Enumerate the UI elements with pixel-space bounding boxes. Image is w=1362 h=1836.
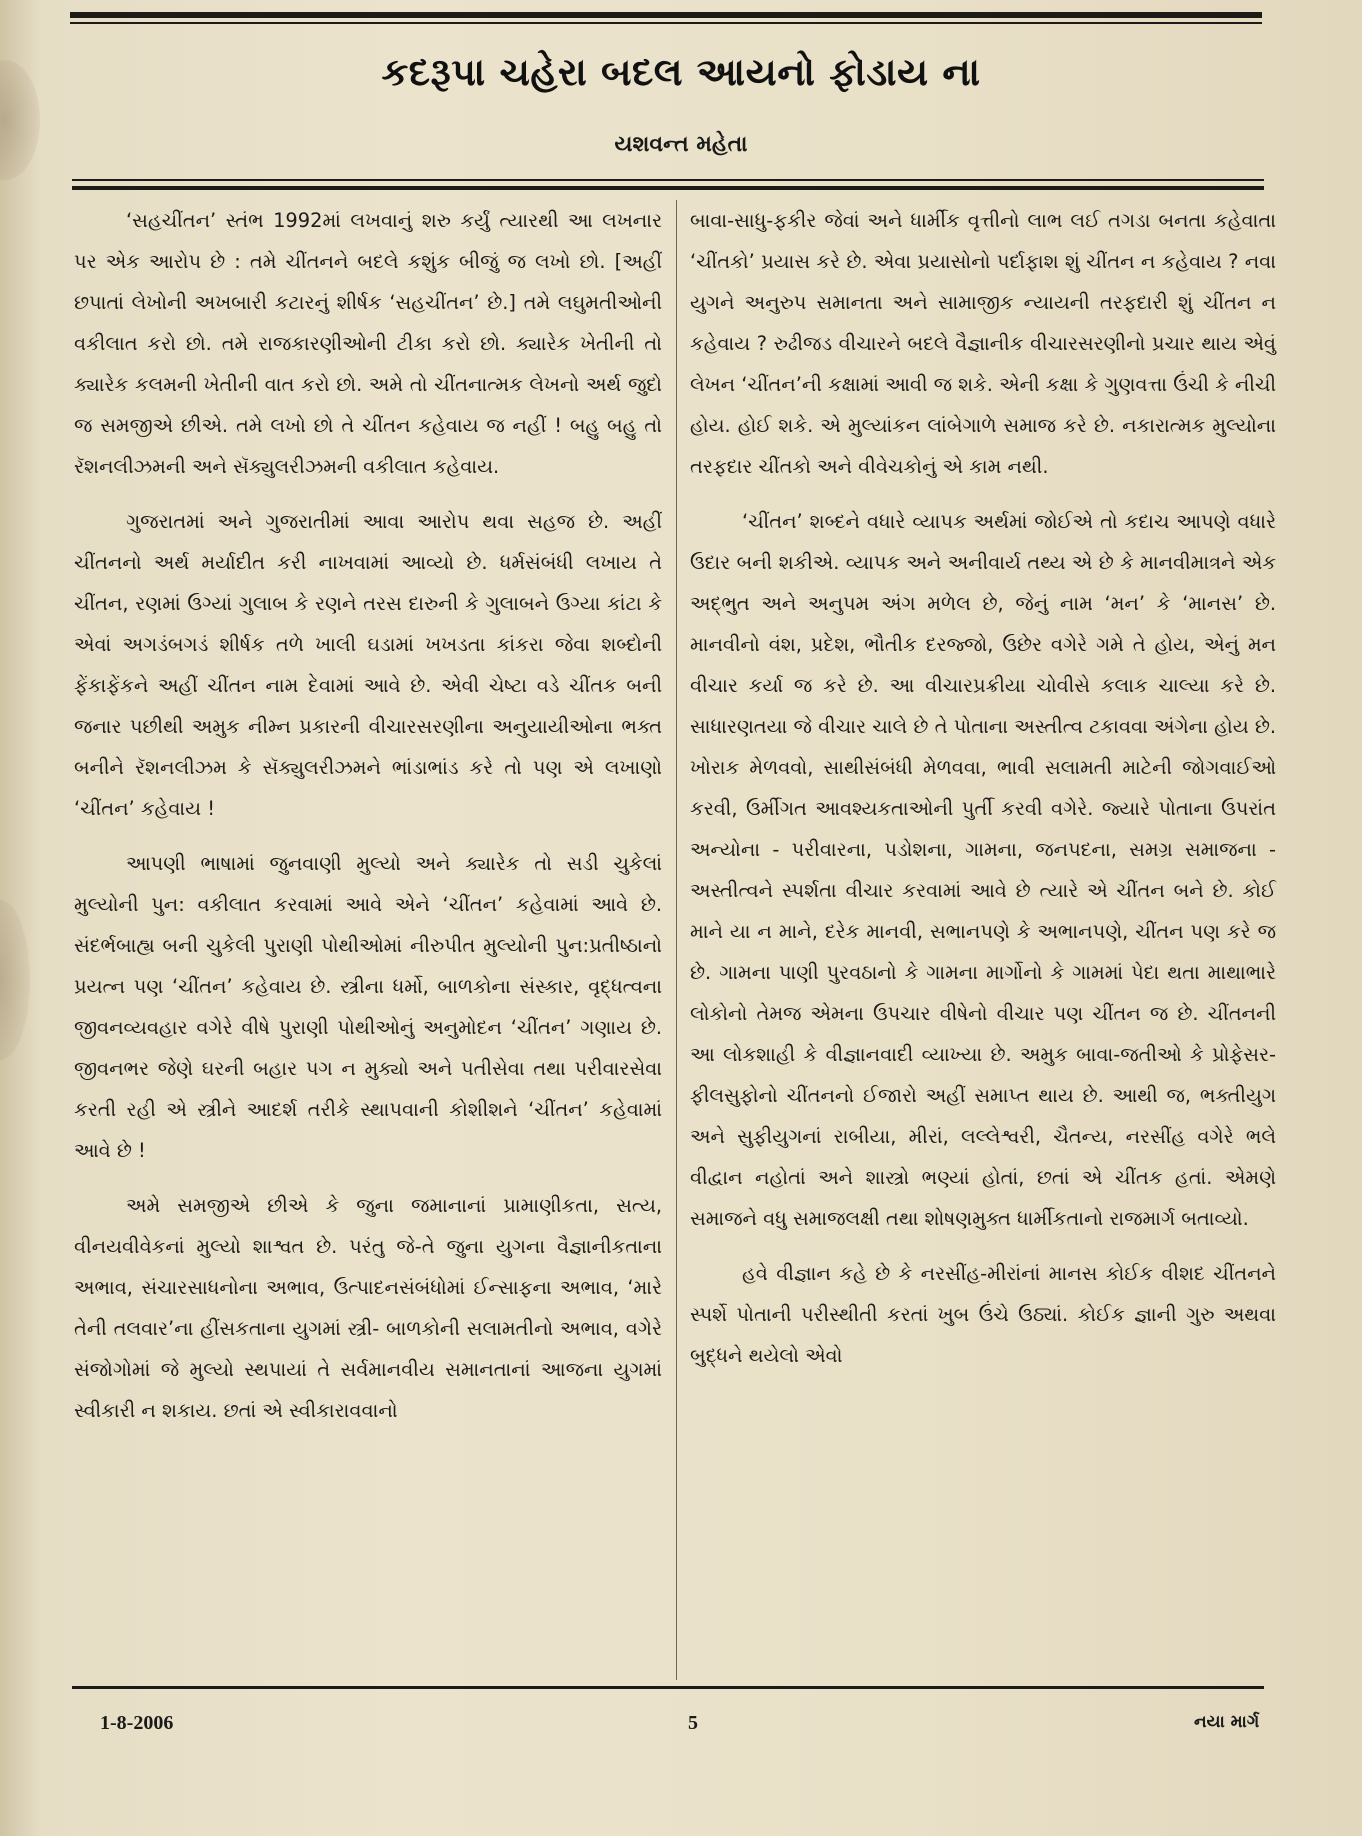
paper-stain bbox=[0, 900, 30, 1060]
issue-date: 1-8-2006 bbox=[100, 1712, 174, 1734]
paragraph: અમે સમજીએ છીએ કે જુના જમાનાનાં પ્રામાણીકતા, સત્ય, વીનયવીવેકનાં મુલ્યો શાશ્વત છે. પરંતુ જે-તે જુના યુગના વૈજ્ઞાનીકતાના અભાવ, સંચારસાધનોના અભાવ, ઉત્પાદનસંબંધોમાં ઈન્સાફના અભાવ, ‘મારે તેની તલવાર’ના હીંસકતાના યુગમાં સ્ત્રી- બાળકોની સલામતીનો અભાવ, વગેરે સંજોગોમાં જે મુલ્યો સ્થપાયાં તે સર્વમાનવીય સમાનતાનાં આજના યુગમાં સ્વીકારી ન શકાય. છતાં એ સ્વીકારાવવાનો bbox=[74, 1194, 662, 1422]
right-column bbox=[690, 200, 1276, 1390]
article-title: કદરૂપા ચહેરા બદલ આયનો ફોડાય ના bbox=[381, 50, 981, 94]
paragraph: ગુજરાતમાં અને ગુજરાતીમાં આવા આરોપ થવા સહજ છે. અહીં ચીંતનનો અર્થ મર્યાદીત કરી નાખવામાં આવ્યો છે. ધર્મસંબંધી લખાય તે ચીંતન, રણમાં ઉગ્યાં ગુલાબ કે રણને તરસ દારુની કે ગુલાબને ઉગ્યા કાંટા કે એવાં અગડંબગડં શીર્ષક તળે ખાલી ઘડામાં ખખડતા કાંકરા જેવા શબ્દોની ફેંકાફેંકને અહીં ચીંતન નામ દેવામાં આવે છે. એવી ચેષ્ટા વડે ચીંતક બની જનાર પછીથી અમુક નીમ્ન પ્રકારની વીચારસરણીના અનુયાયીઓના ભક્ત બનીને રૅશનલીઝમ કે સૅક્યુલરીઝમને ભાંડાભાંડ કરે તો પણ એ લખાણો ‘ચીંતન’ કહેવાય ! bbox=[74, 510, 662, 820]
publication-name: નયા માર્ગ bbox=[1194, 1712, 1260, 1732]
paragraph: ‘સહચીંતન’ સ્તંભ 1992માં લખવાનું શરુ કર્યું ત્યારથી આ લખનાર પર એક આરોપ છે : તમે ચીંતનને બદલે કશુંક બીજું જ લખો છો. [અહીં છપાતાં લેખોની અખબારી કટારનું શીર્ષક ‘સહચીંતન’ છે.] તમે લઘુમતીઓની વકીલાત કરો છો. તમે રાજકારણીઓની ટીકા કરો છો. ક્યારેક ખેતીની તો ક્યારેક કલમની ખેતીની વાત કરો છો. અમે તો ચીંતનાત્મક લેખનો અર્થ જુદો જ સમજીએ છીએ. તમે લખો છો તે ચીંતન કહેવાય જ નહીં ! બહુ બહુ તો રૅશનલીઝમની અને સૅક્યુલરીઝમની વકીલાત કહેવાય. bbox=[74, 209, 662, 478]
paragraph: ‘ચીંતન’ શબ્દને વધારે વ્યાપક અર્થમાં જોઈએ તો કદાચ આપણે વધારે ઉદાર બની શકીએ. વ્યાપક અને અનીવાર્ય તથ્ય એ છે કે માનવીમાત્રને એક અદ્ભુત અને અનુપમ અંગ મળેલ છે, જેનું નામ ‘મન’ કે ‘માનસ’ છે. માનવીનો વંશ, પ્રદેશ, ભૌતીક દરજ્જો, ઉછેર વગેરે ગમે તે હોય, એનું મન વીચાર કર્યા જ કરે છે. આ વીચારપ્રક્રીયા ચોવીસે કલાક ચાલ્યા કરે છે. સાધારણતયા જે વીચાર ચાલે છે તે પોતાના અસ્તીત્વ ટકાવવા અંગેના હોય છે. ખોરાક મેળવવો, સાથીસંબંધી મેળવવા, ભાવી સલામતી માટેની જોગવાઈઓ કરવી, ઉર્મીગત આવશ્યકતાઓની પુર્તી કરવી વગેરે. જ્યારે પોતાના ઉપરાંત અન્યોના - પરીવારના, પડોશના, ગામના, જનપદના, સમગ્ર સમાજના - અસ્તીત્વને સ્પર્શતા વીચાર કરવામાં આવે છે ત્યારે એ ચીંતન બને છે. કોઈ માને યા ન માને, દરેક માનવી, સભાનપણે કે અભાનપણે, ચીંતન પણ કરે જ છે. ગામના પાણી પુરવઠાનો કે ગામના માર્ગોનો કે ગામમાં પેદા થતા માથાભારે લોકોનો તેમજ એમના ઉપચાર વીષેનો વીચાર પણ ચીંતન જ છે. ચીંતનની આ લોકશાહી કે વીજ્ઞાનવાદી વ્યાખ્યા છે. અમુક બાવા-જતીઓ કે પ્રોફેસર-ફીલસુફોનો ચીંતનનો ઈજારો અહીં સમાપ્ત થાય છે. આથી જ, ભક્તીયુગ અને સુફીયુગનાં રાબીયા, મીરાં, લલ્લેશ્વરી, ચૈતન્ય, નરસીંહ વગેરે ભલે વીદ્વાન નહોતાં અને શાસ્ત્રો ભણ્યાં હોતાં, છતાં એ ચીંતક હતાં. એમણે સમાજને વધુ સમાજલક્ષી તથા શોષણમુક્ત ધાર્મીકતાનો રાજમાર્ગ બતાવ્યો. bbox=[690, 510, 1276, 1230]
top-rule-thin bbox=[70, 22, 1262, 24]
page-number: 5 bbox=[688, 1712, 698, 1734]
paragraph: હવે વીજ્ઞાન કહે છે કે નરસીંહ-મીરાંનાં માનસ કોઈક વીશદ ચીંતનને સ્પર્શે પોતાની પરીસ્થીતી કરતાં ખુબ ઉંચે ઉઠ્યાં. કોઈક જ્ઞાની ગુરુ અથવા બુદ્ધને થયેલો એવો bbox=[690, 1262, 1276, 1367]
column-divider bbox=[676, 200, 677, 1680]
top-rule-thick bbox=[70, 12, 1262, 18]
article-author: યશવન્ત મહેતા bbox=[614, 132, 748, 157]
paragraph: આપણી ભાષામાં જુનવાણી મુલ્યો અને ક્યારેક તો સડી ચુકેલાં મુલ્યોની પુન: વકીલાત કરવામાં આવે એને ‘ચીંતન’ કહેવામાં આવે છે. સંદર્ભબાહ્ય બની ચુકેલી પુરાણી પોથીઓમાં નીરુપીત મુલ્યોની પુન:પ્રતીષ્ઠાનો પ્રયત્ન પણ ‘ચીંતન’ કહેવાય છે. સ્ત્રીના ધર્મો, બાળકોના સંસ્કાર, વૃદ્ધત્વના જીવનવ્યવહાર વગેરે વીષે પુરાણી પોથીઓનું અનુમોદન ‘ચીંતન’ ગણાય છે. જીવનભર જેણે ઘરની બહાર પગ ન મુક્યો અને પતીસેવા તથા પરીવારસેવા કરતી રહી એ સ્ત્રીને આદર્શ તરીકે સ્થાપવાની કોશીશને ‘ચીંતન’ કહેવામાં આવે છે ! bbox=[74, 852, 662, 1162]
paragraph-continuation: બાવા-સાધુ-ફકીર જેવાં અને ધાર્મીક વૃત્તીનો લાભ લઈ તગડા બનતા કહેવાતા ‘ચીંતકો’ પ્રયાસ કરે છે. એવા પ્રયાસોનો પર્દાફાશ શું ચીંતન ન કહેવાય ? નવા યુગને અનુરુપ સમાનતા અને સામાજીક ન્યાયની તરફદારી શું ચીંતન ન કહેવાય ? રુઢીજડ વીચારને બદલે વૈજ્ઞાનીક વીચારસરણીનો પ્રચાર થાય એવું લેખન ‘ચીંતન’ની કક્ષામાં આવી જ શકે. એની કક્ષા કે ગુણવત્તા ઉંચી કે નીચી હોય. હોઈ શકે. એ મુલ્યાંકન લાંબેગાળે સમાજ કરે છે. નકારાત્મક મુલ્યોના તરફદાર ચીંતકો અને વીવેચકોનું એ કામ નથી. bbox=[690, 209, 1276, 478]
left-column bbox=[74, 200, 662, 1445]
header-rule-thick bbox=[72, 186, 1264, 190]
header-rule-thin bbox=[72, 179, 1264, 181]
footer-rule bbox=[72, 1686, 1264, 1689]
